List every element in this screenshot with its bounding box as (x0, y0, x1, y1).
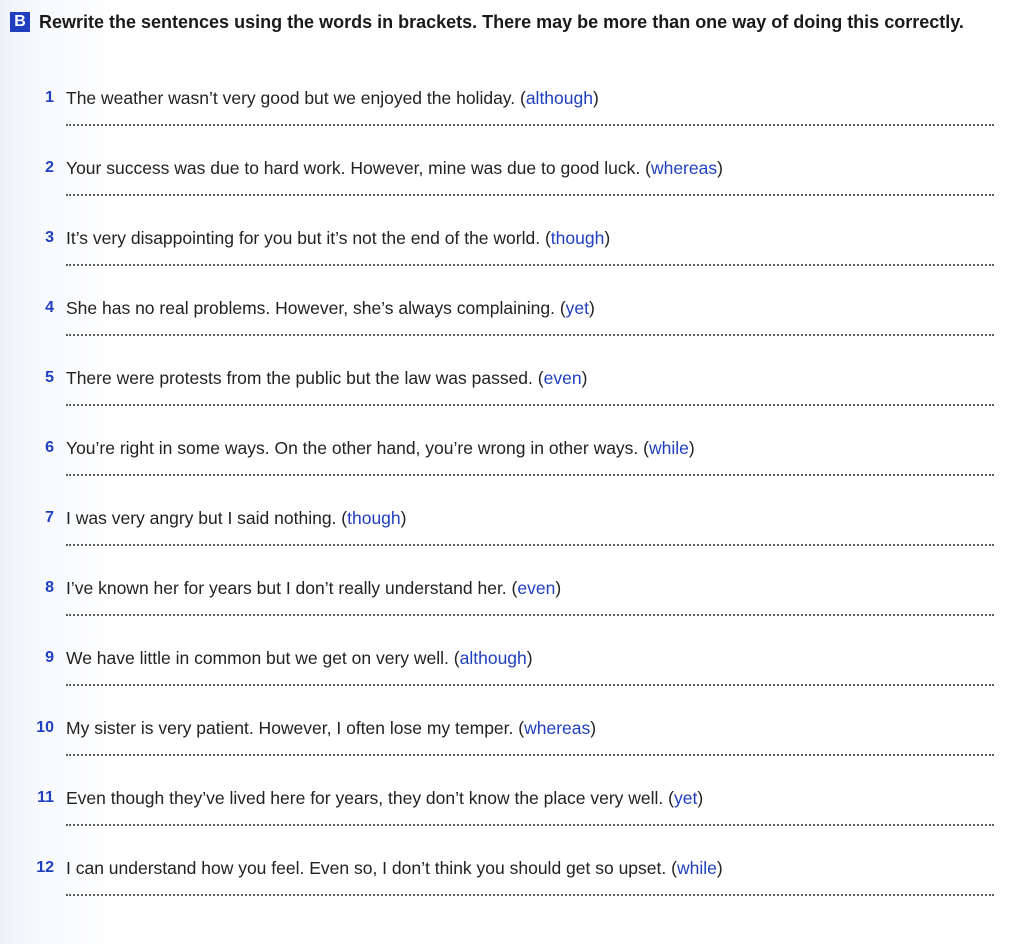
sentence-text: My sister is very patient. However, I often lose my temper. (66, 718, 514, 738)
bracket-keyword: while (676, 858, 717, 878)
exercise-item-9 (0, 647, 1000, 707)
exercise-item-6 (0, 437, 1000, 497)
item-number: 3 (45, 229, 54, 246)
exercise-item-3 (0, 227, 1000, 287)
item-number: 7 (45, 509, 54, 526)
item-sentence: You’re right in some ways. On the other hand, you’re wrong in other ways. (while) (66, 438, 695, 458)
sentence-text: You’re right in some ways. On the other hand, you’re wrong in other ways. (66, 438, 639, 458)
answer-line[interactable] (66, 544, 994, 546)
answer-line[interactable] (66, 264, 994, 266)
sentence-text: We have little in common but we get on very well. (66, 648, 449, 668)
bracket-keyword: yet (673, 788, 698, 808)
exercise-item-12 (0, 857, 1000, 917)
sentence-text: It’s very disappointing for you but it’s not the end of the world. (66, 228, 541, 248)
item-number: 8 (45, 579, 54, 596)
answer-line[interactable] (66, 894, 994, 896)
exercise-item-4 (0, 297, 1000, 357)
item-sentence: I was very angry but I said nothing. (though) (66, 508, 407, 528)
answer-line[interactable] (66, 194, 994, 196)
bracket-keyword: although (459, 648, 527, 668)
sentence-text: I can understand how you feel. Even so, I don’t think you should get so upset. (66, 858, 667, 878)
exercise-item-5 (0, 367, 1000, 427)
answer-line[interactable] (66, 124, 994, 126)
item-number: 12 (36, 859, 54, 876)
exercise-item-11 (0, 787, 1000, 847)
answer-line[interactable] (66, 684, 994, 686)
item-sentence: My sister is very patient. However, I often lose my temper. (whereas) (66, 718, 597, 738)
item-number: 6 (45, 439, 54, 456)
bracket-keyword: though (550, 228, 605, 248)
item-number: 1 (45, 89, 54, 106)
answer-line[interactable] (66, 404, 994, 406)
answer-line[interactable] (66, 474, 994, 476)
answer-line[interactable] (66, 754, 994, 756)
bracket-keyword: whereas (524, 718, 591, 738)
item-number: 11 (37, 789, 54, 806)
item-number: 4 (45, 299, 54, 316)
item-number: 5 (45, 369, 54, 386)
exercise-header (10, 10, 1000, 34)
sentence-text: Even though they’ve lived here for years, they don’t know the place very well. (66, 788, 664, 808)
exercise-item-1 (0, 87, 1000, 147)
sentence-text: There were protests from the public but the law was passed. (66, 368, 533, 388)
exercise-item-2 (0, 157, 1000, 217)
bracket-keyword: whereas (650, 158, 718, 178)
item-sentence: The weather wasn’t very good but we enjoyed the holiday. (although) (66, 88, 599, 108)
bracket-keyword: although (525, 88, 593, 108)
exercise-instruction: Rewrite the sentences using the words in brackets. There may be more than one way of doing this correctly. (39, 12, 964, 32)
answer-line[interactable] (66, 614, 994, 616)
item-sentence: Your success was due to hard work. However, mine was due to good luck. (whereas) (66, 158, 723, 178)
item-sentence: She has no real problems. However, she’s always complaining. (yet) (66, 298, 595, 318)
exercise-item-10 (0, 717, 1000, 777)
bracket-keyword: though (347, 508, 401, 528)
bracket-keyword: even (543, 368, 582, 388)
item-sentence: We have little in common but we get on very well. (although) (66, 648, 533, 668)
sentence-text: Your success was due to hard work. However, mine was due to good luck. (66, 158, 641, 178)
answer-line[interactable] (66, 334, 994, 336)
item-sentence: I’ve known her for years but I don’t really understand her. (even) (66, 578, 562, 598)
bracket-keyword: while (649, 438, 689, 458)
answer-line[interactable] (66, 824, 994, 826)
item-sentence: I can understand how you feel. Even so, I don’t think you should get so upset. (while) (66, 858, 723, 878)
bracket-keyword: yet (565, 298, 590, 318)
sentence-text: She has no real problems. However, she’s always complaining. (66, 298, 555, 318)
item-number: 2 (45, 159, 54, 176)
bracket-keyword: even (517, 578, 556, 598)
item-sentence: It’s very disappointing for you but it’s not the end of the world. (though) (66, 228, 611, 248)
item-number: 9 (45, 649, 54, 666)
item-number: 10 (36, 719, 54, 736)
exercise-item-7 (0, 507, 1000, 567)
sentence-text: The weather wasn’t very good but we enjoyed the holiday. (66, 88, 516, 108)
sentence-text: I was very angry but I said nothing. (66, 508, 337, 528)
item-sentence: There were protests from the public but the law was passed. (even) (66, 368, 588, 388)
exercise-badge: B (10, 12, 30, 32)
exercise-item-8 (0, 577, 1000, 637)
sentence-text: I’ve known her for years but I don’t really understand her. (66, 578, 507, 598)
item-sentence: Even though they’ve lived here for years, they don’t know the place very well. (yet) (66, 788, 704, 808)
